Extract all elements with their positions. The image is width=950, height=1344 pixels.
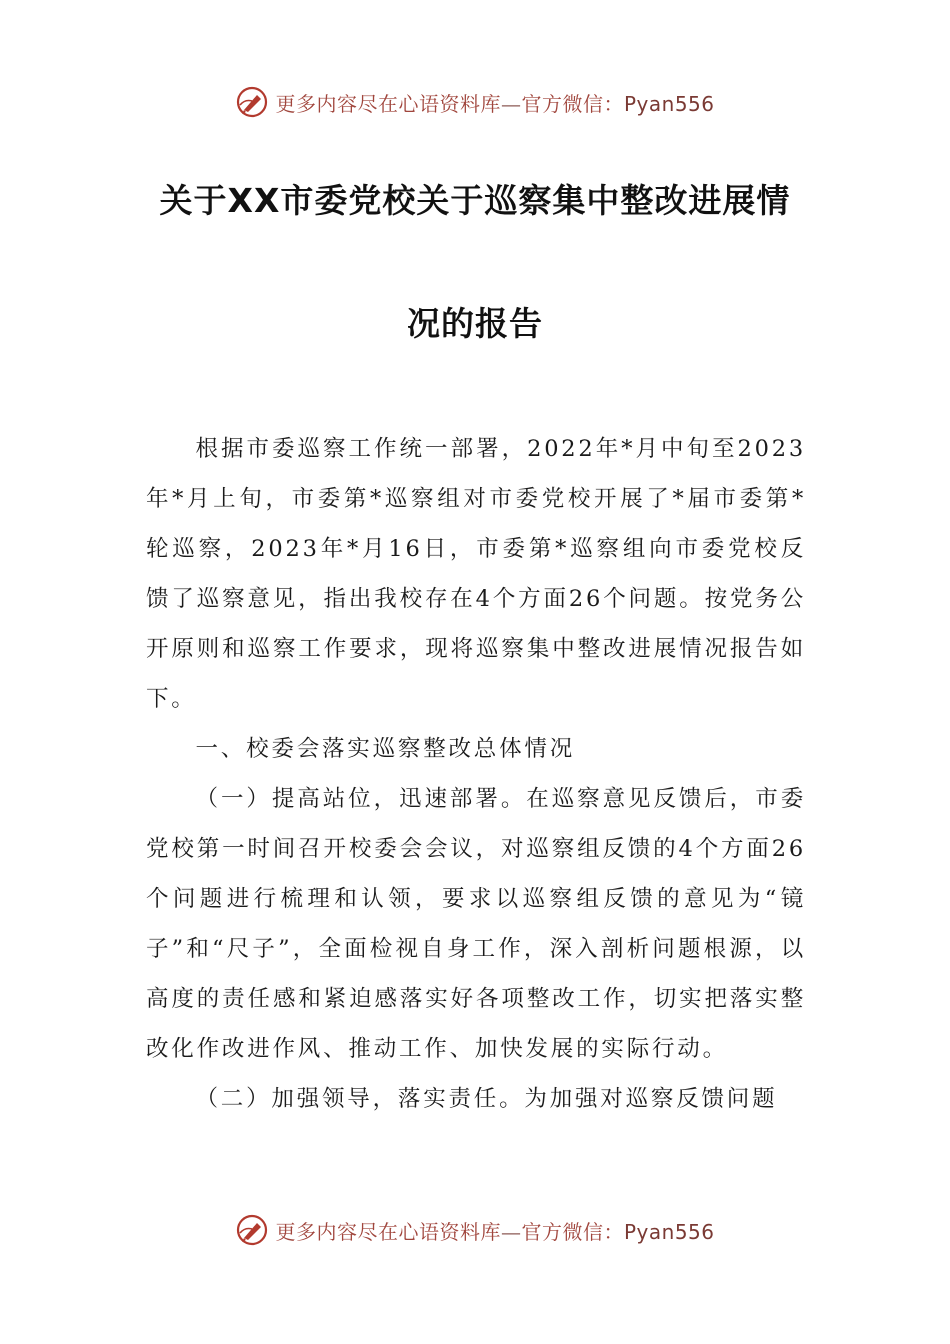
pen-nib-logo-icon bbox=[235, 85, 269, 119]
watermark-suffix-text: 官方微信： bbox=[521, 1219, 624, 1244]
document-body bbox=[146, 424, 806, 1124]
watermark-separator: — bbox=[500, 1219, 522, 1244]
watermark-separator: — bbox=[500, 91, 522, 116]
watermark-suffix-text: 官方微信： bbox=[521, 91, 624, 116]
body-paragraph-intro: 根据市委巡察工作统一部署，2022年*月中旬至2023年*月上旬，市委第*巡察组对市委党校开展了*届市委第*轮巡察，2023年*月16日，市委第*巡察组向市委党校反馈了巡察意见，指出我校存在4个方面26个问题。按党务公开原则和巡察工作要求，现将巡察集中整改进展情况报告如下。 bbox=[146, 436, 806, 712]
watermark-account: Pyan556 bbox=[623, 91, 715, 116]
watermark-main-text: 更多内容尽在心语资料库 bbox=[275, 1219, 501, 1244]
header-watermark bbox=[0, 82, 950, 122]
watermark-main-text: 更多内容尽在心语资料库 bbox=[275, 91, 501, 116]
document-title-line-2: 况的报告 bbox=[407, 304, 543, 343]
document-title-line-1: 关于XX市委党校关于巡察集中整改进展情 bbox=[159, 181, 791, 220]
body-paragraph-subsection-2: （二）加强领导，落实责任。为加强对巡察反馈问题 bbox=[195, 1086, 778, 1112]
pen-nib-logo-icon bbox=[235, 1213, 269, 1247]
body-section-heading-1: 一、校委会落实巡察整改总体情况 bbox=[195, 736, 576, 762]
footer-watermark bbox=[0, 1210, 950, 1250]
watermark-account: Pyan556 bbox=[623, 1219, 715, 1244]
body-paragraph-subsection-1: （一）提高站位，迅速部署。在巡察意见反馈后，市委党校第一时间召开校委会会议，对巡察组反馈的4个方面26个问题进行梳理和认领，要求以巡察组反馈的意见为“镜子”和“尺子”，全面检视自身工作，深入剖析问题根源，以高度的责任感和紧迫感落实好各项整改工作，切实把落实整改化作改进作风、推动工作、加快发展的实际行动。 bbox=[146, 786, 806, 1062]
watermark-text bbox=[275, 1216, 714, 1245]
watermark-text bbox=[275, 88, 714, 117]
